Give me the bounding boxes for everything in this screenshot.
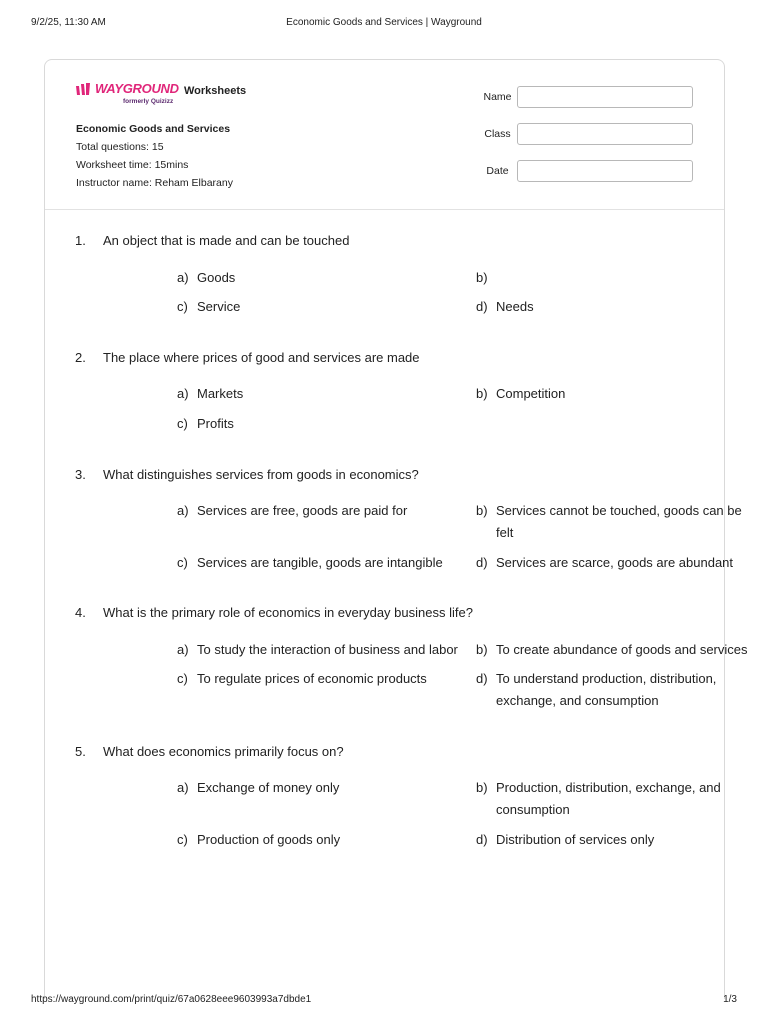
- question-text: The place where prices of good and services are made: [103, 350, 420, 365]
- option-text: Services are scarce, goods are abundant: [496, 555, 734, 570]
- brand-logo-text: WAYGROUND: [95, 81, 179, 96]
- question-number: 5.: [75, 744, 86, 759]
- date-input[interactable]: [517, 160, 693, 182]
- option-letter: d): [476, 671, 488, 686]
- option-letter: a): [177, 780, 189, 795]
- option-text: Competition: [496, 386, 566, 401]
- option-text: Exchange of money only: [197, 780, 340, 795]
- date-label: Date: [486, 165, 509, 177]
- option-text: Production of goods only: [197, 832, 341, 847]
- option-text: Profits: [197, 416, 234, 431]
- print-datetime: 9/2/25, 11:30 AM: [31, 17, 106, 28]
- option-letter: a): [177, 386, 189, 401]
- option-letter: c): [177, 416, 188, 431]
- option-letter: b): [476, 386, 488, 401]
- option-letter: c): [177, 671, 188, 686]
- option-letter: d): [476, 832, 488, 847]
- wayground-mark-icon: [76, 83, 94, 95]
- option-letter: a): [177, 270, 189, 285]
- print-header: [31, 17, 737, 31]
- option-text: To create abundance of goods and services: [496, 642, 748, 657]
- worksheet-time: Worksheet time: 15mins: [76, 159, 189, 171]
- question-number: 3.: [75, 467, 86, 482]
- total-questions: Total questions: 15: [76, 141, 164, 153]
- brand-formerly-text: formerly Quizizz: [123, 98, 174, 105]
- print-footer: [31, 994, 737, 1008]
- worksheet-title: Economic Goods and Services: [76, 123, 231, 135]
- class-field-row: [465, 123, 695, 145]
- option-text: Production, distribution, exchange, and consumption: [496, 780, 721, 817]
- option-letter: b): [476, 780, 488, 795]
- option-letter: c): [177, 555, 188, 570]
- instructor-name: Instructor name: Reham Elbarany: [76, 177, 233, 189]
- option-text: Distribution of services only: [496, 832, 655, 847]
- class-input[interactable]: [517, 123, 693, 145]
- option-text: Service: [197, 299, 241, 314]
- print-url: https://wayground.com/print/quiz/67a0628eee9603993a7dbde1: [31, 994, 312, 1005]
- option-letter: b): [476, 642, 488, 657]
- question-text: An object that is made and can be touched: [103, 233, 350, 248]
- question-number: 4.: [75, 605, 86, 620]
- brand-logo: [76, 81, 276, 111]
- option-letter: c): [177, 832, 188, 847]
- print-page-title: Economic Goods and Services | Wayground: [286, 17, 482, 28]
- option-letter: b): [476, 270, 488, 285]
- option-text: Services are free, goods are paid for: [197, 503, 408, 518]
- worksheet-meta: [76, 120, 233, 192]
- question-text: What does economics primarily focus on?: [103, 744, 344, 759]
- date-field-row: [465, 160, 695, 182]
- question-text: What distinguishes services from goods in economics?: [103, 467, 419, 482]
- print-page-number: 1/3: [723, 994, 737, 1005]
- name-input[interactable]: [517, 86, 693, 108]
- brand-section-label: Worksheets: [184, 85, 247, 97]
- option-text: Goods: [197, 270, 236, 285]
- question-number: 1.: [75, 233, 86, 248]
- question-number: 2.: [75, 350, 86, 365]
- option-letter: d): [476, 299, 488, 314]
- question-text: What is the primary role of economics in everyday business life?: [103, 605, 473, 620]
- name-field-row: [465, 86, 695, 108]
- option-letter: c): [177, 299, 188, 314]
- option-text: To study the interaction of business and labor: [197, 642, 458, 657]
- worksheet-header: [45, 60, 724, 210]
- option-text: Services are tangible, goods are intangible: [197, 555, 443, 570]
- option-letter: d): [476, 555, 488, 570]
- option-letter: a): [177, 642, 189, 657]
- option-text: Markets: [197, 386, 244, 401]
- option-text: Services cannot be touched, goods can be felt: [496, 503, 742, 540]
- option-text: Needs: [496, 299, 534, 314]
- option-text: To understand production, distribution, exchange, and consumption: [496, 671, 717, 708]
- option-letter: a): [177, 503, 189, 518]
- option-text: To regulate prices of economic products: [197, 671, 427, 686]
- option-letter: b): [476, 503, 488, 518]
- name-label: Name: [483, 91, 512, 103]
- class-label: Class: [484, 128, 511, 140]
